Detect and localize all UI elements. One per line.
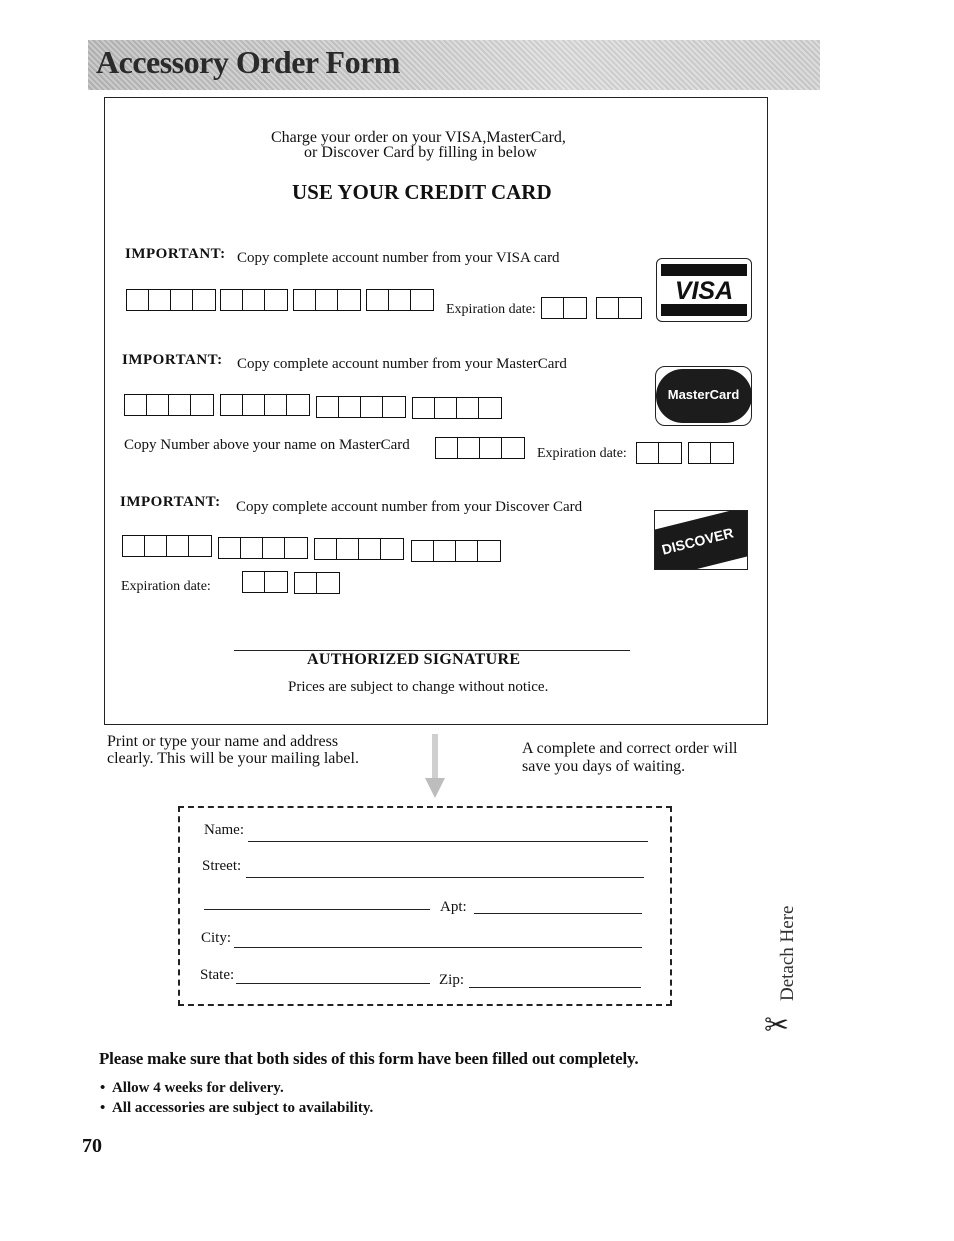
visa-number-group-2[interactable] (220, 289, 288, 311)
bullet-item: • All accessories are subject to availability. (100, 1100, 374, 1116)
discover-number-group-4[interactable] (411, 540, 501, 562)
mc-expiration-label: Expiration date: (537, 446, 627, 461)
name-field[interactable] (248, 841, 648, 842)
mailing-instructions-right: A complete and correct order will save you days of waiting. (522, 740, 738, 775)
mc-number-group-4[interactable] (412, 397, 502, 419)
visa-logo-text: VISA (674, 277, 734, 305)
page-title: Accessory Order Form (96, 44, 400, 80)
discover-logo-text: DISCOVER (660, 524, 735, 558)
discover-important-label: IMPORTANT: (120, 494, 221, 510)
credit-heading: USE YOUR CREDIT CARD (292, 180, 552, 204)
discover-number-group-3[interactable] (314, 538, 404, 560)
discover-number-group-2[interactable] (218, 537, 308, 559)
discover-instruction: Copy complete account number from your Discover Card (236, 499, 583, 515)
state-field[interactable] (236, 983, 430, 984)
mailing-instructions-left: Print or type your name and address clearly. This will be your mailing label. (107, 733, 359, 767)
discover-expiration-label: Expiration date: (121, 579, 211, 594)
street-label: Street: (202, 858, 242, 874)
mailing-label-box (178, 806, 672, 1006)
detach-here (776, 900, 798, 1000)
visa-logo (656, 258, 752, 322)
discover-exp-month[interactable] (242, 571, 288, 593)
signature-label: AUTHORIZED SIGNATURE (307, 651, 521, 668)
street-field[interactable] (246, 877, 644, 878)
visa-number-group-1[interactable] (126, 289, 216, 311)
name-label: Name: (204, 822, 244, 838)
mc-exp-year[interactable] (688, 442, 734, 464)
mc-name-number-group[interactable] (435, 437, 525, 459)
discover-logo (654, 510, 748, 570)
discover-number-group-1[interactable] (122, 535, 212, 557)
header-banner (88, 40, 820, 90)
city-field[interactable] (234, 947, 642, 948)
mc-number-group-2[interactable] (220, 394, 310, 416)
visa-important-label: IMPORTANT: (125, 246, 226, 262)
scissors-icon: ✂ (764, 1009, 790, 1042)
visa-number-group-4[interactable] (366, 289, 434, 311)
discover-exp-year[interactable] (294, 572, 340, 594)
visa-number-group-3[interactable] (293, 289, 361, 311)
mc-number-group-3[interactable] (316, 396, 406, 418)
state-label: State: (200, 967, 235, 983)
mastercard-logo (655, 366, 752, 426)
address-line-2-field[interactable] (204, 909, 430, 910)
price-notice: Prices are subject to change without notice. (288, 679, 549, 695)
mc-important-label: IMPORTANT: (122, 352, 223, 368)
down-arrow-icon (424, 732, 446, 800)
page-number: 70 (82, 1135, 102, 1157)
mc-instruction: Copy complete account number from your MasterCard (237, 356, 567, 372)
visa-exp-month[interactable] (541, 297, 587, 319)
apt-field[interactable] (474, 913, 642, 914)
zip-label: Zip: (439, 972, 464, 988)
credit-intro: Charge your order on your VISA,MasterCard, or Discover Card by filling in below (271, 129, 566, 161)
mc-number-group-1[interactable] (124, 394, 214, 416)
footer-bullets (100, 1078, 373, 1118)
mc-copy-number-label: Copy Number above your name on MasterCard (124, 437, 410, 453)
visa-instruction: Copy complete account number from your VISA card (237, 250, 560, 266)
visa-expiration-label: Expiration date: (446, 302, 536, 317)
completion-notice: Please make sure that both sides of this form have been filled out completely. (99, 1049, 639, 1068)
visa-exp-year[interactable] (596, 297, 642, 319)
apt-label: Apt: (440, 899, 467, 915)
bullet-item: • Allow 4 weeks for delivery. (100, 1080, 284, 1096)
zip-field[interactable] (469, 987, 641, 988)
detach-label: Detach Here (777, 905, 798, 1001)
mastercard-logo-text: MasterCard (667, 387, 740, 402)
mc-exp-month[interactable] (636, 442, 682, 464)
city-label: City: (201, 930, 232, 946)
